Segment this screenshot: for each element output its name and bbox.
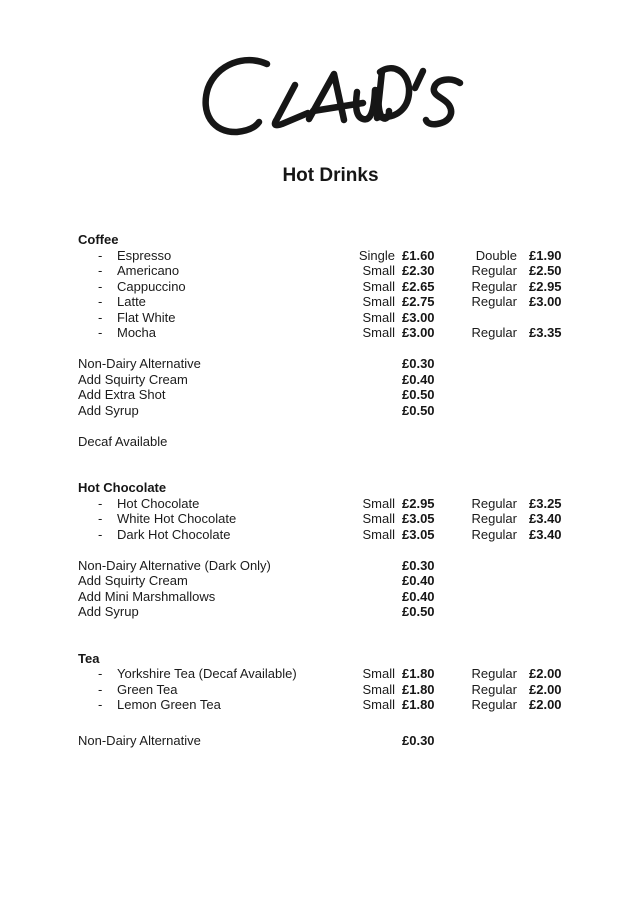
item-name: Latte [117, 294, 146, 309]
item-name: White Hot Chocolate [117, 511, 237, 526]
item-price-2: £2.00 [529, 681, 562, 697]
item-size-2: Double [475, 247, 517, 263]
addon-name: Add Syrup [78, 402, 139, 418]
item-price-2: £2.95 [529, 278, 562, 294]
addon-price: £0.30 [402, 356, 435, 371]
item-price-1: £3.00 [402, 309, 435, 325]
item-name: Lemon Green Tea [117, 697, 221, 712]
addon-name: Add Syrup [78, 604, 139, 619]
item-price-2: £1.90 [529, 247, 562, 263]
section-heading-row [78, 232, 631, 248]
item-size-2: Regular [471, 666, 517, 681]
item-name-cell [78, 496, 352, 512]
bullet-dash: - [98, 681, 103, 697]
menu-item-row [78, 263, 631, 279]
addon-name: Add Extra Shot [78, 387, 166, 402]
item-price-1: £1.80 [402, 681, 435, 697]
item-price-1: £2.65 [402, 278, 435, 294]
logo [197, 56, 472, 140]
item-size-1: Small [362, 263, 395, 278]
addon-price: £0.40 [402, 371, 435, 387]
addon-row [78, 356, 631, 372]
menu-body [78, 232, 631, 779]
item-price-2: £2.50 [529, 263, 562, 278]
item-price-1: £1.80 [402, 697, 435, 712]
menu-item-row [78, 527, 631, 543]
item-name: Espresso [117, 247, 172, 263]
item-size-2: Regular [471, 681, 517, 697]
item-name: Cappuccino [117, 278, 186, 294]
item-size-2: Regular [471, 325, 517, 340]
item-price-2: £3.40 [529, 511, 562, 526]
bullet-dash: - [98, 278, 103, 294]
item-price-1: £3.05 [402, 526, 435, 542]
item-name-cell [78, 294, 352, 310]
item-name: Green Tea [117, 681, 178, 697]
item-size-1: Small [362, 325, 395, 340]
item-price-2: £3.00 [529, 294, 562, 309]
item-price-1: £2.95 [402, 495, 435, 511]
item-name-cell [78, 697, 352, 713]
item-size-1: Single [358, 247, 395, 263]
section-heading: Hot Chocolate [78, 480, 167, 495]
item-size-1: Small [362, 697, 395, 712]
addon-row [78, 573, 631, 589]
item-size-2: Regular [471, 263, 517, 278]
section-heading-row [78, 651, 631, 667]
menu-item-row [78, 325, 631, 341]
addon-price: £0.50 [402, 402, 435, 418]
item-price-2: £3.25 [529, 495, 562, 511]
bullet-dash: - [98, 247, 103, 263]
addon-price: £0.50 [402, 387, 435, 402]
section-heading-row [78, 480, 631, 496]
menu-item-row [78, 496, 631, 512]
item-name-cell [78, 666, 352, 682]
menu-section-coffee [78, 232, 631, 449]
addon-row [78, 589, 631, 605]
page-title: Hot Drinks [282, 165, 379, 186]
item-size-1: Small [362, 309, 395, 325]
addon-row [78, 604, 631, 620]
item-name: Dark Hot Chocolate [117, 526, 231, 542]
addon-row [78, 403, 631, 419]
item-name-cell [78, 325, 352, 341]
item-price-1: £1.60 [402, 247, 435, 263]
menu-item-row [78, 697, 631, 713]
menu-item-row [78, 682, 631, 698]
clauds-handwritten-logo-icon [197, 56, 472, 140]
item-size-1: Small [362, 294, 395, 309]
addon-name: Add Squirty Cream [78, 371, 188, 387]
item-name: Americano [117, 263, 180, 278]
item-price-1: £2.30 [402, 263, 435, 278]
item-name-cell [78, 527, 352, 543]
item-name: Mocha [117, 325, 157, 340]
menu-section-tea [78, 651, 631, 749]
bullet-dash: - [98, 526, 103, 542]
addon-row [78, 372, 631, 388]
item-size-2: Regular [471, 526, 517, 542]
item-price-2: £2.00 [529, 697, 562, 712]
item-price-1: £3.05 [402, 511, 435, 526]
addon-price: £0.40 [402, 573, 435, 588]
item-price-1: £1.80 [402, 666, 435, 681]
item-size-1: Small [362, 681, 395, 697]
item-size-2: Regular [471, 278, 517, 294]
item-size-2: Regular [471, 511, 517, 526]
item-size-2: Regular [471, 294, 517, 309]
menu-item-row [78, 248, 631, 264]
section-note-row [78, 434, 631, 450]
item-name-cell [78, 511, 352, 527]
section-items [78, 248, 631, 341]
item-price-2 [517, 310, 631, 326]
item-price-2: £2.00 [529, 666, 562, 681]
section-heading: Coffee [78, 232, 119, 247]
bullet-dash: - [98, 511, 103, 526]
addon-name: Add Squirty Cream [78, 573, 188, 588]
item-size-1: Small [362, 511, 395, 526]
section-items [78, 666, 631, 713]
bullet-dash: - [98, 263, 103, 278]
item-price-2: £3.40 [529, 526, 562, 542]
addon-name: Non-Dairy Alternative (Dark Only) [78, 557, 271, 573]
item-name-cell [78, 248, 352, 264]
menu-section-hot-chocolate [78, 480, 631, 620]
item-price-1: £2.75 [402, 294, 435, 309]
menu-item-row [78, 666, 631, 682]
menu-item-row [78, 294, 631, 310]
item-size-1: Small [362, 526, 395, 542]
bullet-dash: - [98, 309, 103, 325]
addon-row [78, 387, 631, 403]
addon-price: £0.40 [402, 588, 435, 604]
addon-name: Add Mini Marshmallows [78, 588, 216, 604]
menu-item-row [78, 279, 631, 295]
item-name: Flat White [117, 309, 176, 325]
section-addons [78, 356, 631, 418]
section-heading: Tea [78, 650, 100, 666]
bullet-dash: - [98, 294, 103, 309]
section-addons [78, 733, 631, 749]
bullet-dash: - [98, 697, 103, 712]
addon-name: Non-Dairy Alternative [78, 356, 201, 371]
addon-row [78, 558, 631, 574]
item-price-1: £3.00 [402, 325, 435, 340]
addon-row [78, 733, 631, 749]
addon-price: £0.50 [402, 604, 435, 619]
item-size-2: Regular [471, 495, 517, 511]
item-size-2 [467, 310, 517, 326]
section-note: Decaf Available [78, 433, 168, 449]
addon-price: £0.30 [402, 732, 435, 748]
addon-name: Non-Dairy Alternative [78, 732, 201, 748]
item-name-cell [78, 279, 352, 295]
item-name-cell [78, 682, 352, 698]
menu-item-row [78, 310, 631, 326]
addon-price: £0.30 [402, 557, 435, 573]
item-size-2: Regular [471, 697, 517, 712]
item-name: Hot Chocolate [117, 495, 200, 511]
item-size-1: Small [362, 495, 395, 511]
item-name: Yorkshire Tea (Decaf Available) [117, 666, 297, 681]
section-items [78, 496, 631, 543]
item-name-cell [78, 310, 352, 326]
item-size-1: Small [362, 278, 395, 294]
bullet-dash: - [98, 325, 103, 340]
item-size-1: Small [362, 666, 395, 681]
bullet-dash: - [98, 666, 103, 681]
bullet-dash: - [98, 495, 103, 511]
section-addons [78, 558, 631, 620]
item-price-2: £3.35 [529, 325, 562, 340]
item-name-cell [78, 263, 352, 279]
menu-item-row [78, 511, 631, 527]
